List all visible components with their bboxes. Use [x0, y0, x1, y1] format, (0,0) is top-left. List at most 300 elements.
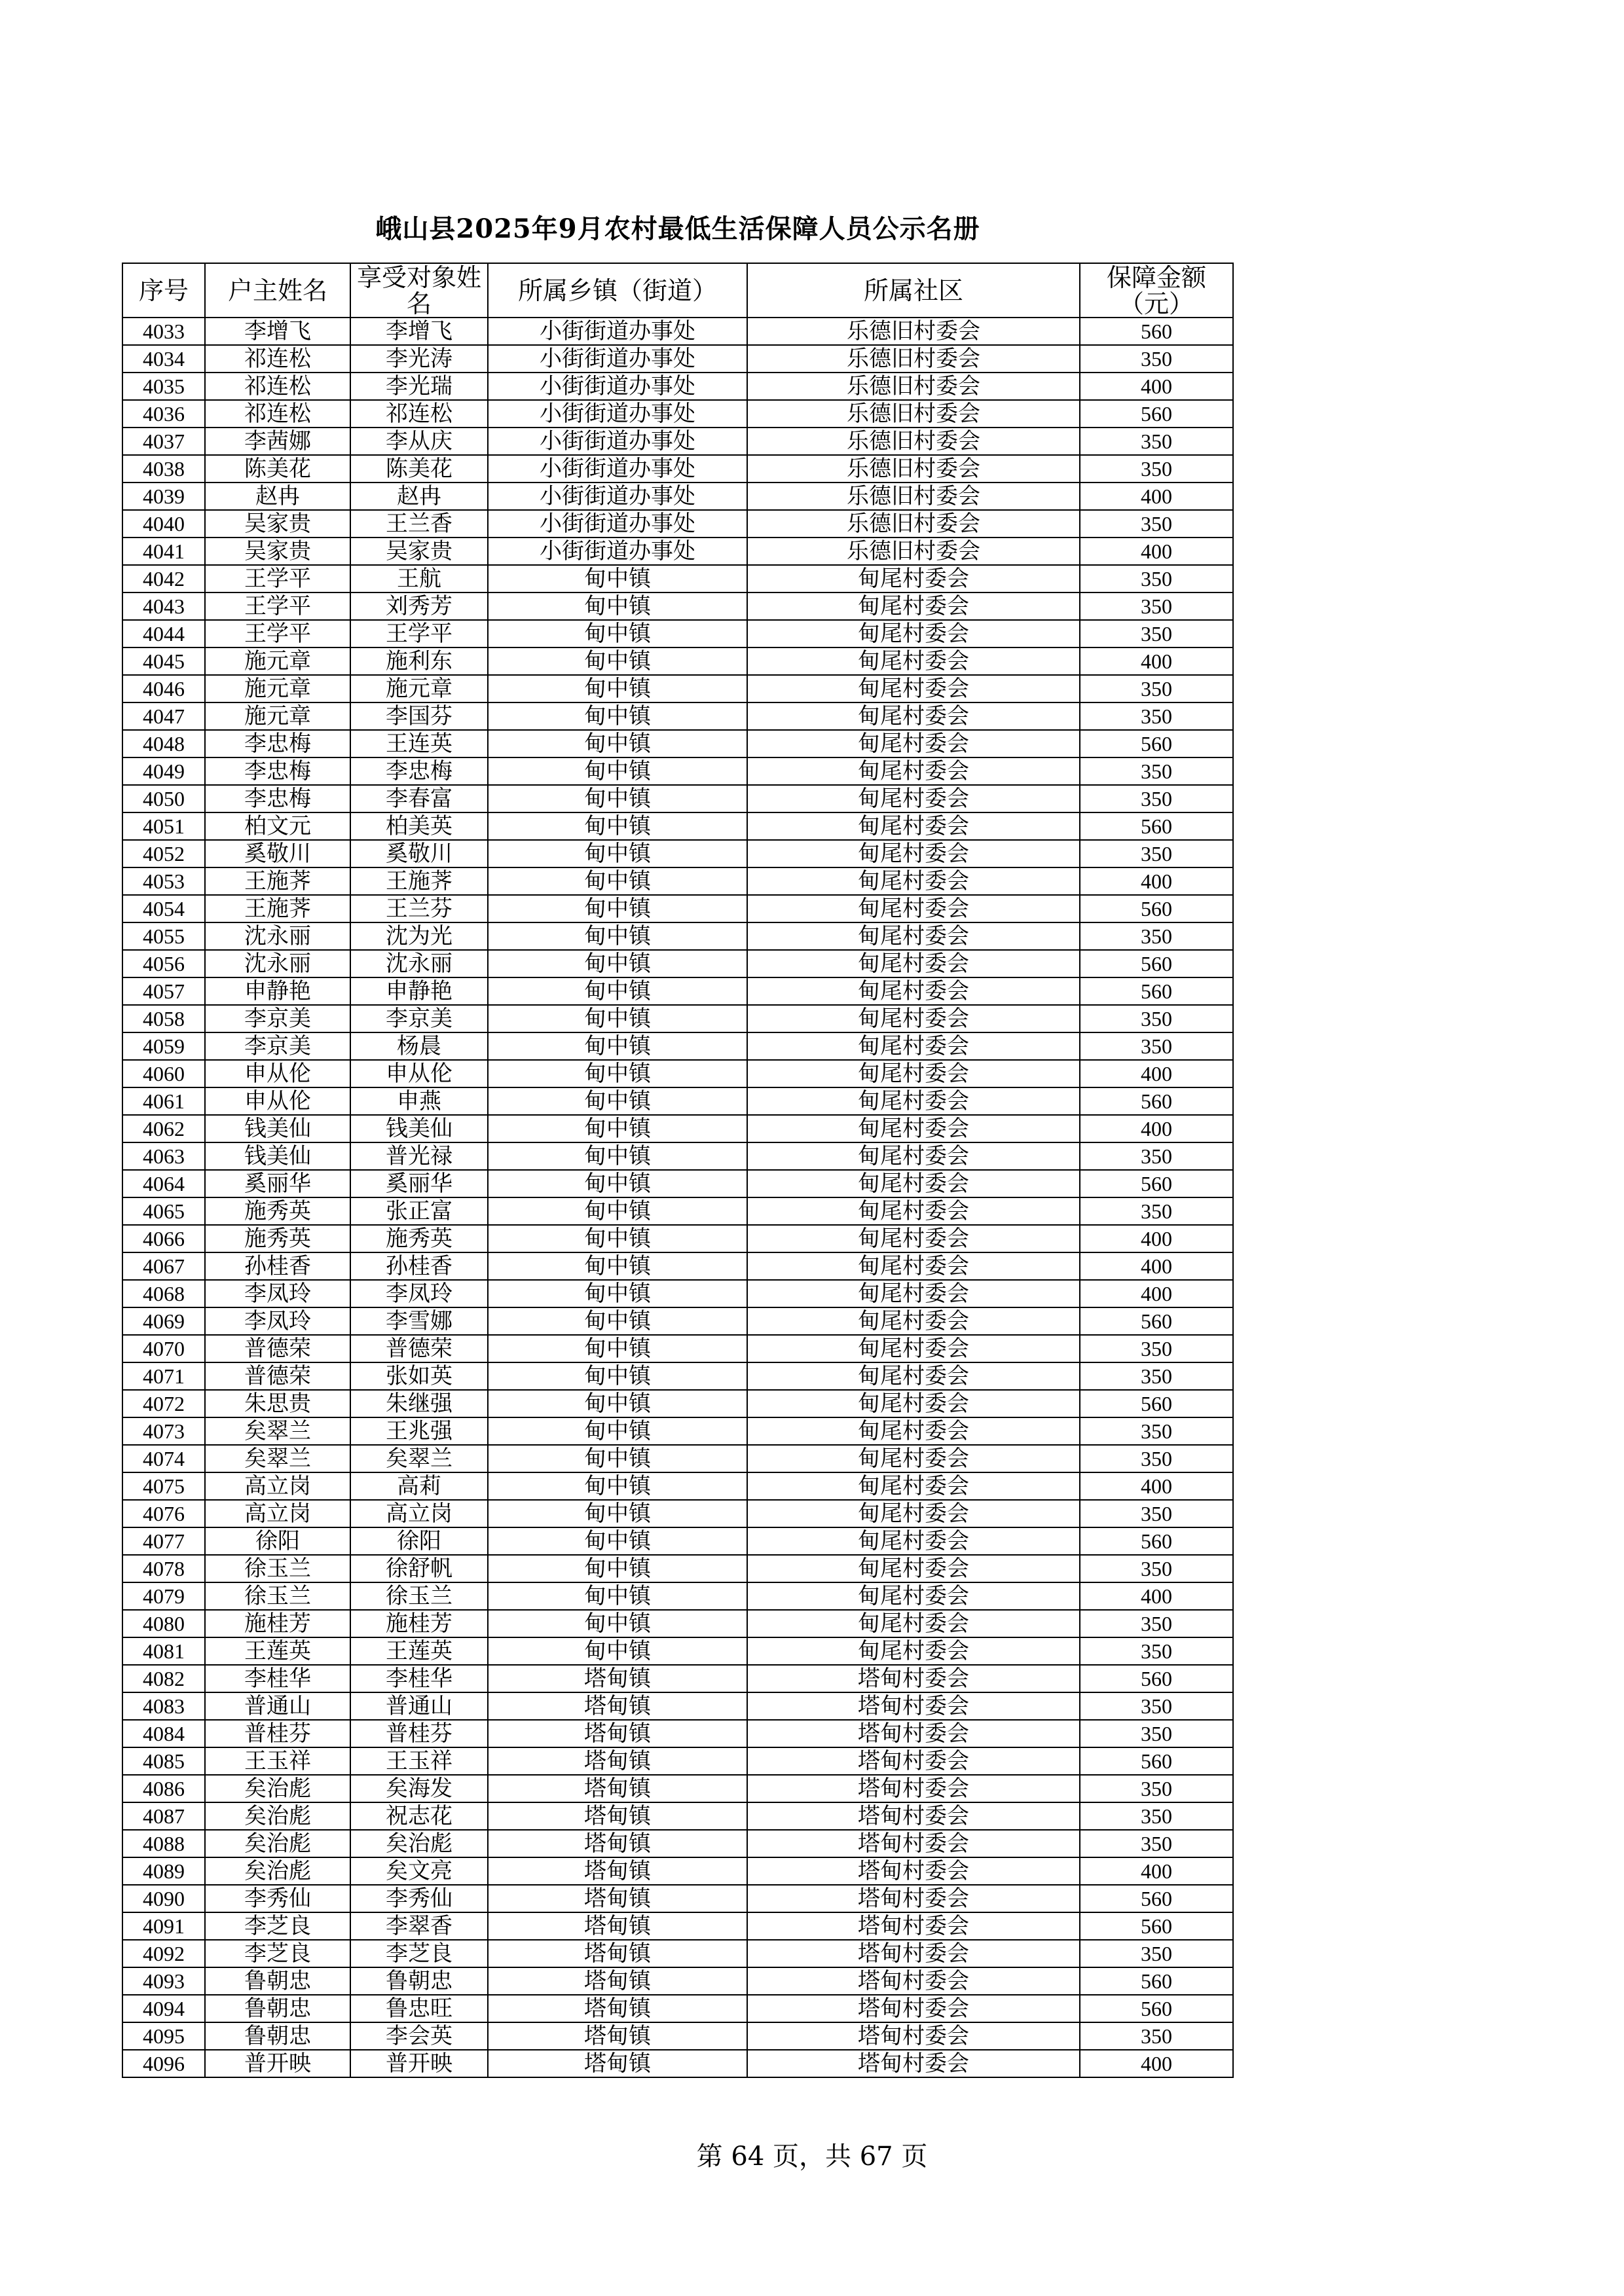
cell-community: 塔甸村委会 [747, 1802, 1080, 1830]
cell-seq: 4074 [122, 1445, 205, 1472]
cell-community: 甸尾村委会 [747, 1170, 1080, 1197]
table-row [122, 1032, 1233, 1060]
cell-household-head: 奚丽华 [205, 1170, 350, 1197]
cell-town: 甸中镇 [488, 922, 747, 950]
cell-seq: 4090 [122, 1885, 205, 1912]
cell-beneficiary: 奚敬川 [350, 840, 488, 867]
cell-household-head: 李忠梅 [205, 730, 350, 757]
cell-town: 甸中镇 [488, 1005, 747, 1032]
page-title: 峨山县2025年9月农村最低生活保障人员公示名册 [375, 213, 980, 244]
cell-amount: 400 [1080, 867, 1233, 895]
cell-seq: 4084 [122, 1720, 205, 1747]
cell-household-head: 朱思贵 [205, 1390, 350, 1417]
cell-household-head: 柏文元 [205, 812, 350, 840]
cell-amount: 560 [1080, 1885, 1233, 1912]
cell-beneficiary: 矣海发 [350, 1775, 488, 1802]
cell-amount: 400 [1080, 1225, 1233, 1252]
col-header-amount: 保障金额（元） [1080, 263, 1233, 318]
cell-household-head: 普德荣 [205, 1362, 350, 1390]
table-row [122, 1582, 1233, 1610]
cell-household-head: 施桂芳 [205, 1610, 350, 1637]
cell-seq: 4067 [122, 1252, 205, 1280]
cell-seq: 4043 [122, 592, 205, 620]
cell-beneficiary: 普桂芬 [350, 1720, 488, 1747]
cell-beneficiary: 奚丽华 [350, 1170, 488, 1197]
cell-seq: 4036 [122, 400, 205, 428]
cell-town: 甸中镇 [488, 867, 747, 895]
cell-community: 乐德旧村委会 [747, 483, 1080, 510]
cell-community: 甸尾村委会 [747, 1610, 1080, 1637]
table-row [122, 1637, 1233, 1665]
cell-beneficiary: 申静艳 [350, 977, 488, 1005]
table-row [122, 1720, 1233, 1747]
cell-seq: 4069 [122, 1307, 205, 1335]
cell-seq: 4061 [122, 1087, 205, 1115]
cell-beneficiary: 赵冉 [350, 483, 488, 510]
cell-household-head: 王学平 [205, 565, 350, 592]
cell-amount: 560 [1080, 318, 1233, 345]
cell-amount: 350 [1080, 675, 1233, 702]
cell-community: 甸尾村委会 [747, 1362, 1080, 1390]
table-row [122, 1885, 1233, 1912]
table-row [122, 345, 1233, 373]
cell-community: 甸尾村委会 [747, 1005, 1080, 1032]
table-row [122, 1912, 1233, 1940]
cell-seq: 4094 [122, 1995, 205, 2022]
cell-town: 小街街道办事处 [488, 373, 747, 400]
cell-household-head: 李京美 [205, 1005, 350, 1032]
cell-amount: 350 [1080, 1775, 1233, 1802]
table-row [122, 1362, 1233, 1390]
cell-beneficiary: 张如英 [350, 1362, 488, 1390]
cell-seq: 4044 [122, 620, 205, 647]
cell-beneficiary: 李春富 [350, 785, 488, 812]
cell-household-head: 李京美 [205, 1032, 350, 1060]
cell-community: 甸尾村委会 [747, 950, 1080, 977]
cell-beneficiary: 沈永丽 [350, 950, 488, 977]
cell-community: 乐德旧村委会 [747, 345, 1080, 373]
cell-beneficiary: 徐玉兰 [350, 1582, 488, 1610]
cell-household-head: 李芝良 [205, 1940, 350, 1967]
cell-amount: 560 [1080, 1307, 1233, 1335]
cell-household-head: 矣治彪 [205, 1857, 350, 1885]
cell-seq: 4055 [122, 922, 205, 950]
cell-seq: 4066 [122, 1225, 205, 1252]
table-row [122, 1307, 1233, 1335]
cell-amount: 350 [1080, 1142, 1233, 1170]
cell-beneficiary: 鲁朝忠 [350, 1967, 488, 1995]
cell-seq: 4085 [122, 1747, 205, 1775]
cell-seq: 4088 [122, 1830, 205, 1857]
cell-community: 甸尾村委会 [747, 757, 1080, 785]
cell-amount: 350 [1080, 1720, 1233, 1747]
cell-community: 甸尾村委会 [747, 1032, 1080, 1060]
cell-town: 甸中镇 [488, 1610, 747, 1637]
cell-town: 甸中镇 [488, 1307, 747, 1335]
cell-seq: 4038 [122, 455, 205, 483]
table-row [122, 1252, 1233, 1280]
cell-community: 塔甸村委会 [747, 1967, 1080, 1995]
cell-community: 塔甸村委会 [747, 1665, 1080, 1692]
table-row [122, 538, 1233, 565]
cell-amount: 350 [1080, 1692, 1233, 1720]
cell-community: 乐德旧村委会 [747, 455, 1080, 483]
cell-seq: 4054 [122, 895, 205, 922]
table-row [122, 1087, 1233, 1115]
cell-town: 塔甸镇 [488, 2022, 747, 2050]
cell-beneficiary: 祝志花 [350, 1802, 488, 1830]
cell-community: 甸尾村委会 [747, 1115, 1080, 1142]
cell-community: 甸尾村委会 [747, 702, 1080, 730]
cell-town: 塔甸镇 [488, 1912, 747, 1940]
cell-household-head: 鲁朝忠 [205, 1995, 350, 2022]
cell-amount: 350 [1080, 1830, 1233, 1857]
cell-amount: 350 [1080, 1362, 1233, 1390]
table-row [122, 1335, 1233, 1362]
cell-beneficiary: 施元章 [350, 675, 488, 702]
cell-amount: 350 [1080, 702, 1233, 730]
cell-town: 甸中镇 [488, 647, 747, 675]
cell-beneficiary: 王兰香 [350, 510, 488, 538]
cell-town: 塔甸镇 [488, 1720, 747, 1747]
cell-amount: 350 [1080, 428, 1233, 455]
cell-seq: 4035 [122, 373, 205, 400]
cell-beneficiary: 李增飞 [350, 318, 488, 345]
cell-community: 乐德旧村委会 [747, 538, 1080, 565]
cell-amount: 400 [1080, 2050, 1233, 2077]
cell-community: 甸尾村委会 [747, 1555, 1080, 1582]
cell-amount: 350 [1080, 1802, 1233, 1830]
cell-community: 甸尾村委会 [747, 977, 1080, 1005]
cell-town: 甸中镇 [488, 1362, 747, 1390]
cell-amount: 350 [1080, 620, 1233, 647]
cell-community: 甸尾村委会 [747, 922, 1080, 950]
cell-beneficiary: 李芝良 [350, 1940, 488, 1967]
cell-town: 小街街道办事处 [488, 345, 747, 373]
cell-community: 乐德旧村委会 [747, 373, 1080, 400]
cell-beneficiary: 李光涛 [350, 345, 488, 373]
cell-community: 甸尾村委会 [747, 1500, 1080, 1527]
cell-seq: 4070 [122, 1335, 205, 1362]
cell-household-head: 申从伦 [205, 1060, 350, 1087]
cell-town: 甸中镇 [488, 675, 747, 702]
cell-amount: 400 [1080, 1582, 1233, 1610]
cell-town: 塔甸镇 [488, 1995, 747, 2022]
cell-household-head: 施元章 [205, 702, 350, 730]
cell-town: 塔甸镇 [488, 1747, 747, 1775]
cell-beneficiary: 孙桂香 [350, 1252, 488, 1280]
table-row [122, 1500, 1233, 1527]
cell-household-head: 钱美仙 [205, 1115, 350, 1142]
cell-town: 甸中镇 [488, 977, 747, 1005]
cell-town: 塔甸镇 [488, 1775, 747, 1802]
cell-household-head: 王玉祥 [205, 1747, 350, 1775]
cell-beneficiary: 张正富 [350, 1197, 488, 1225]
cell-town: 塔甸镇 [488, 1940, 747, 1967]
cell-seq: 4062 [122, 1115, 205, 1142]
cell-community: 甸尾村委会 [747, 1307, 1080, 1335]
cell-household-head: 申静艳 [205, 977, 350, 1005]
cell-amount: 350 [1080, 1417, 1233, 1445]
cell-community: 甸尾村委会 [747, 812, 1080, 840]
cell-community: 塔甸村委会 [747, 2022, 1080, 2050]
cell-town: 甸中镇 [488, 1225, 747, 1252]
cell-household-head: 祁连松 [205, 400, 350, 428]
cell-household-head: 普通山 [205, 1692, 350, 1720]
table-row [122, 565, 1233, 592]
cell-amount: 560 [1080, 1747, 1233, 1775]
cell-town: 塔甸镇 [488, 1802, 747, 1830]
cell-beneficiary: 鲁忠旺 [350, 1995, 488, 2022]
cell-seq: 4089 [122, 1857, 205, 1885]
cell-seq: 4057 [122, 977, 205, 1005]
cell-amount: 400 [1080, 373, 1233, 400]
cell-amount: 350 [1080, 1610, 1233, 1637]
cell-town: 塔甸镇 [488, 1967, 747, 1995]
cell-beneficiary: 李凤玲 [350, 1280, 488, 1307]
cell-community: 塔甸村委会 [747, 1692, 1080, 1720]
cell-community: 乐德旧村委会 [747, 400, 1080, 428]
cell-seq: 4048 [122, 730, 205, 757]
cell-community: 塔甸村委会 [747, 1995, 1080, 2022]
cell-town: 甸中镇 [488, 1170, 747, 1197]
cell-amount: 400 [1080, 647, 1233, 675]
cell-amount: 350 [1080, 510, 1233, 538]
cell-beneficiary: 沈为光 [350, 922, 488, 950]
cell-amount: 350 [1080, 785, 1233, 812]
cell-community: 甸尾村委会 [747, 1280, 1080, 1307]
cell-seq: 4047 [122, 702, 205, 730]
cell-household-head: 施元章 [205, 675, 350, 702]
cell-household-head: 高立岗 [205, 1500, 350, 1527]
table-row [122, 840, 1233, 867]
table-row [122, 1060, 1233, 1087]
cell-seq: 4095 [122, 2022, 205, 2050]
cell-beneficiary: 李会英 [350, 2022, 488, 2050]
cell-town: 塔甸镇 [488, 1665, 747, 1692]
cell-beneficiary: 陈美花 [350, 455, 488, 483]
cell-household-head: 普开映 [205, 2050, 350, 2077]
cell-seq: 4065 [122, 1197, 205, 1225]
cell-amount: 350 [1080, 1032, 1233, 1060]
cell-town: 甸中镇 [488, 950, 747, 977]
cell-beneficiary: 矣翠兰 [350, 1445, 488, 1472]
cell-town: 塔甸镇 [488, 2050, 747, 2077]
table-row [122, 1610, 1233, 1637]
cell-town: 甸中镇 [488, 1087, 747, 1115]
cell-town: 小街街道办事处 [488, 400, 747, 428]
cell-town: 塔甸镇 [488, 1830, 747, 1857]
cell-amount: 560 [1080, 1995, 1233, 2022]
cell-town: 甸中镇 [488, 1335, 747, 1362]
cell-beneficiary: 李从庆 [350, 428, 488, 455]
cell-household-head: 李忠梅 [205, 785, 350, 812]
table-row [122, 950, 1233, 977]
table-row [122, 1445, 1233, 1472]
table-row [122, 1142, 1233, 1170]
cell-town: 甸中镇 [488, 1527, 747, 1555]
table-row [122, 2022, 1233, 2050]
cell-household-head: 鲁朝忠 [205, 1967, 350, 1995]
cell-community: 塔甸村委会 [747, 1720, 1080, 1747]
table-row [122, 702, 1233, 730]
cell-seq: 4040 [122, 510, 205, 538]
cell-household-head: 矣治彪 [205, 1830, 350, 1857]
table-row [122, 1967, 1233, 1995]
table-row [122, 1802, 1233, 1830]
cell-community: 甸尾村委会 [747, 1142, 1080, 1170]
cell-household-head: 施秀英 [205, 1197, 350, 1225]
table-row [122, 428, 1233, 455]
cell-beneficiary: 杨晨 [350, 1032, 488, 1060]
cell-town: 塔甸镇 [488, 1857, 747, 1885]
cell-community: 塔甸村委会 [747, 1830, 1080, 1857]
table-row [122, 1555, 1233, 1582]
table-row [122, 977, 1233, 1005]
cell-seq: 4058 [122, 1005, 205, 1032]
cell-beneficiary: 李国芬 [350, 702, 488, 730]
cell-beneficiary: 普通山 [350, 1692, 488, 1720]
cell-beneficiary: 祁连松 [350, 400, 488, 428]
cell-amount: 350 [1080, 1555, 1233, 1582]
table-row [122, 620, 1233, 647]
cell-household-head: 李茜娜 [205, 428, 350, 455]
cell-community: 甸尾村委会 [747, 675, 1080, 702]
cell-community: 甸尾村委会 [747, 730, 1080, 757]
table-row [122, 1775, 1233, 1802]
cell-town: 甸中镇 [488, 1445, 747, 1472]
cell-amount: 400 [1080, 1857, 1233, 1885]
cell-amount: 400 [1080, 1252, 1233, 1280]
cell-community: 塔甸村委会 [747, 1940, 1080, 1967]
table-row [122, 1692, 1233, 1720]
cell-household-head: 矣翠兰 [205, 1445, 350, 1472]
cell-community: 甸尾村委会 [747, 1087, 1080, 1115]
cell-beneficiary: 王莲英 [350, 1637, 488, 1665]
cell-town: 甸中镇 [488, 1500, 747, 1527]
cell-household-head: 李忠梅 [205, 757, 350, 785]
cell-household-head: 李桂华 [205, 1665, 350, 1692]
cell-community: 甸尾村委会 [747, 1252, 1080, 1280]
cell-amount: 560 [1080, 812, 1233, 840]
cell-beneficiary: 朱继强 [350, 1390, 488, 1417]
table-row [122, 400, 1233, 428]
cell-amount: 400 [1080, 483, 1233, 510]
table-row [122, 483, 1233, 510]
cell-beneficiary: 李秀仙 [350, 1885, 488, 1912]
cell-community: 甸尾村委会 [747, 867, 1080, 895]
table-row [122, 1115, 1233, 1142]
cell-town: 甸中镇 [488, 1032, 747, 1060]
cell-seq: 4053 [122, 867, 205, 895]
cell-town: 甸中镇 [488, 1115, 747, 1142]
cell-seq: 4056 [122, 950, 205, 977]
table-row [122, 1527, 1233, 1555]
cell-community: 甸尾村委会 [747, 1527, 1080, 1555]
cell-community: 甸尾村委会 [747, 592, 1080, 620]
cell-community: 甸尾村委会 [747, 1335, 1080, 1362]
table-row [122, 1417, 1233, 1445]
cell-seq: 4073 [122, 1417, 205, 1445]
cell-household-head: 申从伦 [205, 1087, 350, 1115]
cell-household-head: 吴家贵 [205, 510, 350, 538]
cell-community: 甸尾村委会 [747, 785, 1080, 812]
cell-town: 甸中镇 [488, 1637, 747, 1665]
table-row [122, 1995, 1233, 2022]
cell-beneficiary: 王玉祥 [350, 1747, 488, 1775]
cell-beneficiary: 刘秀芳 [350, 592, 488, 620]
cell-community: 甸尾村委会 [747, 840, 1080, 867]
cell-town: 甸中镇 [488, 812, 747, 840]
cell-seq: 4037 [122, 428, 205, 455]
cell-amount: 350 [1080, 1445, 1233, 1472]
cell-seq: 4087 [122, 1802, 205, 1830]
cell-town: 甸中镇 [488, 1390, 747, 1417]
table-row [122, 785, 1233, 812]
cell-town: 甸中镇 [488, 1582, 747, 1610]
cell-household-head: 王施荠 [205, 895, 350, 922]
cell-beneficiary: 王学平 [350, 620, 488, 647]
cell-seq: 4072 [122, 1390, 205, 1417]
cell-household-head: 李凤玲 [205, 1280, 350, 1307]
cell-amount: 350 [1080, 592, 1233, 620]
table-row [122, 1005, 1233, 1032]
cell-amount: 560 [1080, 977, 1233, 1005]
cell-household-head: 祁连松 [205, 373, 350, 400]
cell-town: 甸中镇 [488, 702, 747, 730]
cell-amount: 350 [1080, 1197, 1233, 1225]
cell-town: 甸中镇 [488, 565, 747, 592]
cell-amount: 350 [1080, 2022, 1233, 2050]
cell-beneficiary: 李忠梅 [350, 757, 488, 785]
cell-beneficiary: 钱美仙 [350, 1115, 488, 1142]
cell-town: 甸中镇 [488, 1555, 747, 1582]
cell-amount: 560 [1080, 730, 1233, 757]
cell-household-head: 高立岗 [205, 1472, 350, 1500]
cell-community: 甸尾村委会 [747, 1417, 1080, 1445]
cell-household-head: 奚敬川 [205, 840, 350, 867]
table-row [122, 1940, 1233, 1967]
col-header-beneficiary: 享受对象姓名 [350, 263, 488, 318]
cell-seq: 4045 [122, 647, 205, 675]
cell-amount: 560 [1080, 895, 1233, 922]
cell-amount: 560 [1080, 400, 1233, 428]
table-row [122, 1747, 1233, 1775]
cell-household-head: 王学平 [205, 620, 350, 647]
cell-household-head: 鲁朝忠 [205, 2022, 350, 2050]
cell-household-head: 王施荠 [205, 867, 350, 895]
cell-seq: 4086 [122, 1775, 205, 1802]
cell-beneficiary: 王连英 [350, 730, 488, 757]
table-body [122, 318, 1233, 2077]
cell-seq: 4083 [122, 1692, 205, 1720]
cell-amount: 400 [1080, 1280, 1233, 1307]
cell-beneficiary: 矣文亮 [350, 1857, 488, 1885]
cell-seq: 4075 [122, 1472, 205, 1500]
cell-community: 甸尾村委会 [747, 1390, 1080, 1417]
cell-beneficiary: 李京美 [350, 1005, 488, 1032]
cell-amount: 350 [1080, 1005, 1233, 1032]
cell-amount: 350 [1080, 757, 1233, 785]
cell-community: 甸尾村委会 [747, 1445, 1080, 1472]
cell-beneficiary: 施桂芳 [350, 1610, 488, 1637]
cell-seq: 4068 [122, 1280, 205, 1307]
cell-amount: 560 [1080, 950, 1233, 977]
cell-community: 甸尾村委会 [747, 1472, 1080, 1500]
cell-town: 小街街道办事处 [488, 318, 747, 345]
cell-household-head: 钱美仙 [205, 1142, 350, 1170]
cell-household-head: 赵冉 [205, 483, 350, 510]
